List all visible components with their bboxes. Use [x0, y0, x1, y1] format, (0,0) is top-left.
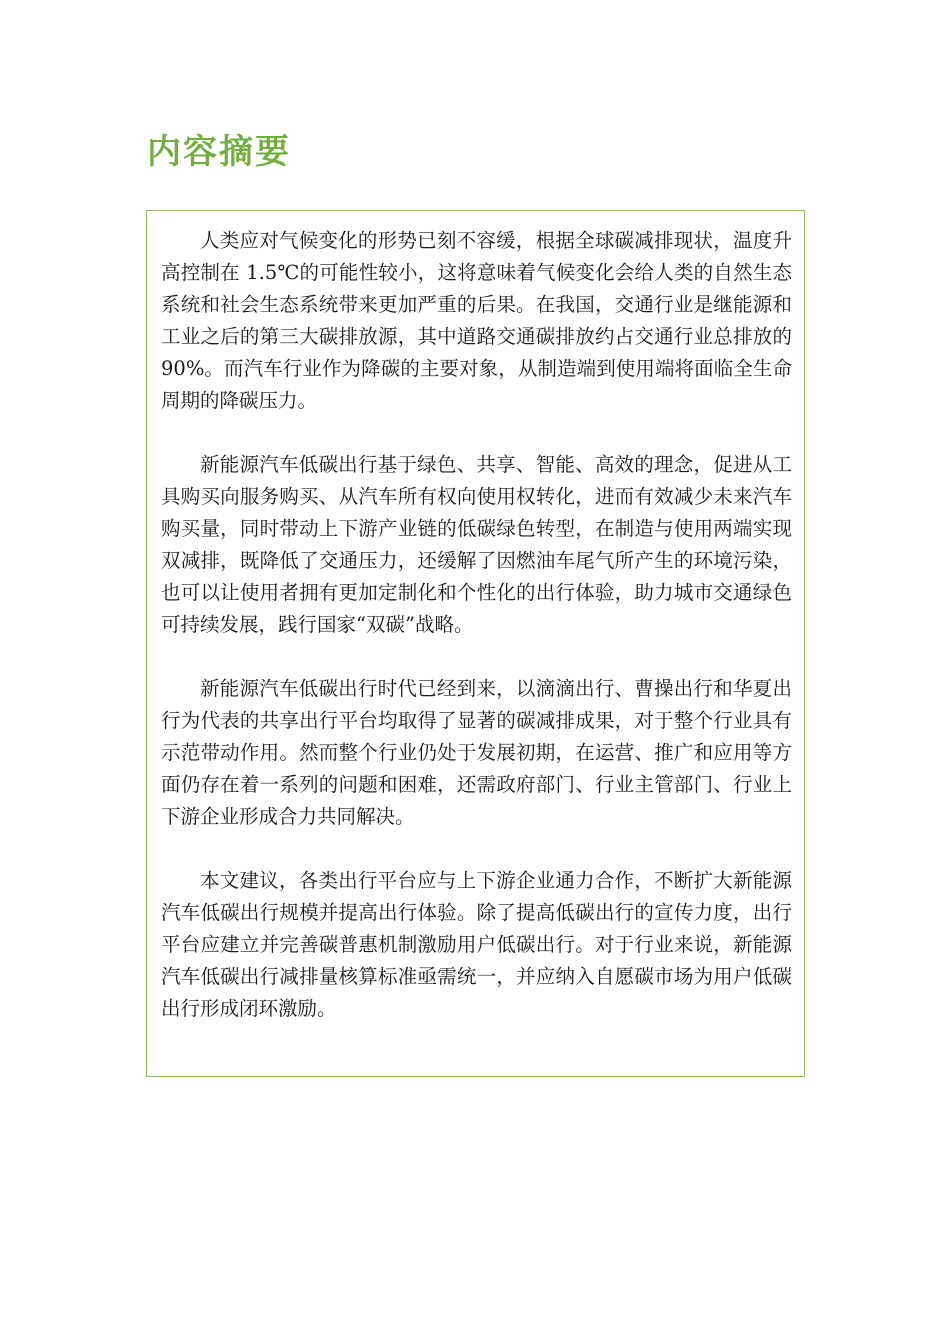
summary-box	[146, 210, 805, 1077]
summary-paragraph-1: 人类应对气候变化的形势已刻不容缓，根据全球碳减排现状，温度升高控制在 1.5℃的可能性较小，这将意味着气候变化会给人类的自然生态系统和社会生态系统带来更加严重的后果。在我国，交通行业是继能源和工业之后的第三大碳排放源，其中道路交通碳排放约占交通行业总排放的 90%。而汽车行业作为降碳的主要对象，从制造端到使用端将面临全生命周期的降碳压力。	[161, 229, 792, 412]
summary-paragraph-4: 本文建议，各类出行平台应与上下游企业通力合作，不断扩大新能源汽车低碳出行规模并提高出行体验。除了提高低碳出行的宣传力度，出行平台应建立并完善碳普惠机制激励用户低碳出行。对于行业来说，新能源汽车低碳出行减排量核算标准亟需统一，并应纳入自愿碳市场为用户低碳出行形成闭环激励。	[161, 869, 792, 1020]
page-title: 内容摘要	[147, 132, 291, 172]
summary-paragraph-2: 新能源汽车低碳出行基于绿色、共享、智能、高效的理念，促进从工具购买向服务购买、从汽车所有权向使用权转化，进而有效减少未来汽车购买量，同时带动上下游产业链的低碳绿色转型，在制造与使用两端实现双减排，既降低了交通压力，还缓解了因燃油车尾气所产生的环境污染，也可以让使用者拥有更加定制化和个性化的出行体验，助力城市交通绿色可持续发展，践行国家“双碳”战略。	[161, 453, 792, 636]
summary-paragraph-3: 新能源汽车低碳出行时代已经到来，以滴滴出行、曹操出行和华夏出行为代表的共享出行平台均取得了显著的碳减排成果，对于整个行业具有示范带动作用。然而整个行业仍处于发展初期，在运营、推广和应用等方面仍存在着一系列的问题和困难，还需政府部门、行业主管部门、行业上下游企业形成合力共同解决。	[161, 677, 792, 828]
